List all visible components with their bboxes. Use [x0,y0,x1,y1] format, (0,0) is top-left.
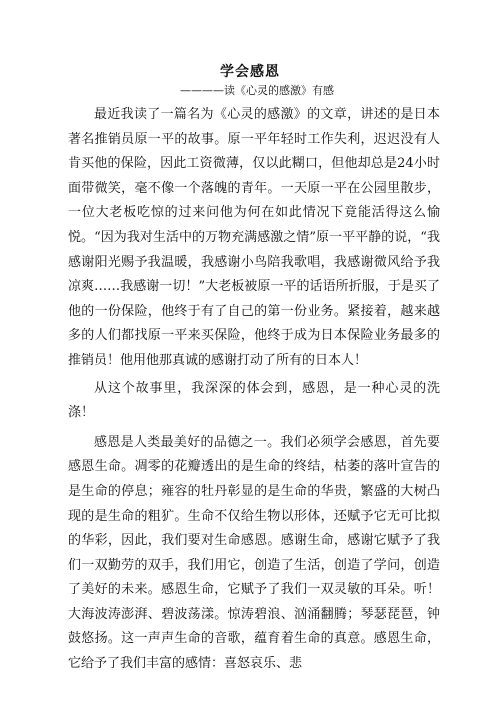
paragraph-reflection: 从这个故事里，我深深的体会到，感恩，是一种心灵的洗涤！ [68,380,440,421]
document-body [68,103,440,680]
paragraph-story: 最近我读了一篇名为《心灵的感激》的文章，讲述的是日本著名推销员原一平的故事。原一平年轻时工作失利，迟迟没有人肯买他的保险，因此工资微薄，仅以此糊口，但他却总是24小时面带微笑，毫不像一个落魄的青年。一天原一平在公园里散步，一位大老板吃惊的过来问他为何在如此情况下竟能活得这么愉悦。“因为我对生活中的万物充满感激之情”原一平平静的说，“我感谢阳光赐予我温暖，我感谢小鸟陪我歌唱，我感谢微风给予我凉爽……我感谢一切！”大老板被原一平的话语所折服，于是买了他的一份保险，他终于有了自己的第一份业务。紧接着，越来越多的人们都找原一平来买保险，他终于成为日本保险业务最多的推销员！他用他那真诚的感谢打动了所有的日本人！ [68,107,440,368]
document-title: 学会感恩 [220,64,280,80]
paragraph-gratitude: 感恩是人类最美好的品德之一。我们必须学会感恩，首先要感恩生命。凋零的花瓣透出的是生命的终结，枯萎的落叶宣告的是生命的停息；雍容的牡丹彰显的是生命的华贵，繁盛的大树凸现的是生命的粗犷。生命不仅给生物以形体，还赋予它无可比拟的华彩，因此，我们要对生命感恩。感谢生命，感谢它赋予了我们一双勤劳的双手，我们用它，创造了生活，创造了学问，创造了美好的未来。感恩生命，它赋予了我们一双灵敏的耳朵。听！大海波涛澎湃、碧波荡漾。惊涛碧浪、汹涌翻腾；琴瑟琵琶，钟鼓悠扬。这一声声生命的音歌，蕴育着生命的真意。感恩生命，它给予了我们丰富的感情：喜怒哀乐、悲 [68,434,440,672]
document-subtitle: ————读《心灵的感激》有感 [180,84,334,97]
